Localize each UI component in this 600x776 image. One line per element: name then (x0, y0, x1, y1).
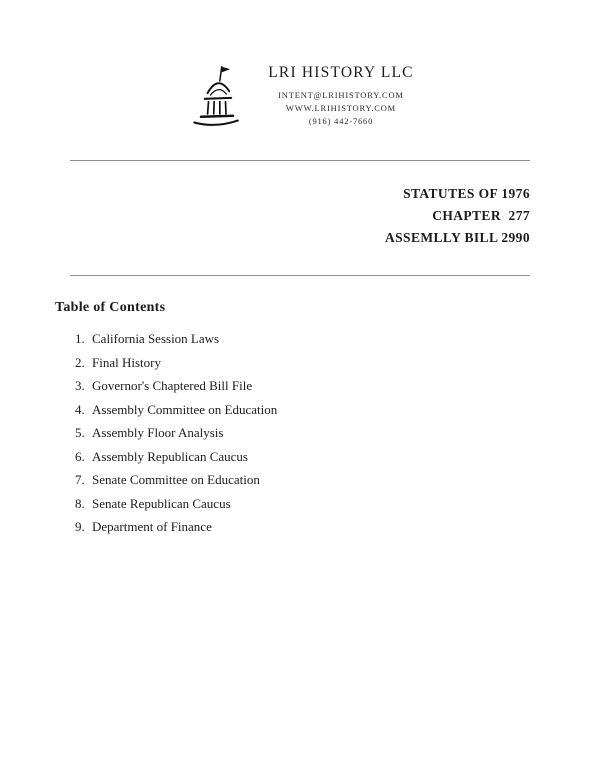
divider-bottom (70, 275, 530, 276)
toc-item: 4. Assembly Committee on Education (88, 403, 525, 416)
company-website: WWW.LRIHISTORY.COM (285, 103, 397, 113)
toc-item: 3. Governor's Chaptered Bill File (88, 379, 525, 392)
letterhead (0, 0, 600, 130)
assembly-bill-line: ASSEMLLY BILL 2990 (384, 230, 530, 245)
table-of-contents (55, 300, 525, 533)
toc-title: Table of Contents (55, 300, 166, 315)
company-phone: (916) 442-7660 (308, 116, 374, 126)
toc-item: 5. Assembly Floor Analysis (88, 426, 525, 439)
toc-list (55, 332, 525, 533)
toc-item: 8. Senate Republican Caucus (88, 497, 525, 510)
toc-item: 1. California Session Laws (88, 332, 525, 345)
bill-identification (70, 183, 530, 249)
capitol-logo-icon (186, 62, 248, 130)
toc-item: 7. Senate Committee on Education (88, 473, 525, 486)
toc-item: 9. Department of Finance (88, 520, 525, 533)
letterhead-text (268, 64, 413, 128)
company-email: INTENT@LRIHISTORY.COM (278, 90, 404, 100)
toc-item: 2. Final History (88, 356, 525, 369)
chapter-line: CHAPTER 277 (432, 208, 530, 223)
company-name: LRI HISTORY LLC (268, 64, 414, 81)
toc-item: 6. Assembly Republican Caucus (88, 450, 525, 463)
divider-top (70, 160, 530, 161)
statutes-line: STATUTES OF 1976 (403, 186, 530, 201)
